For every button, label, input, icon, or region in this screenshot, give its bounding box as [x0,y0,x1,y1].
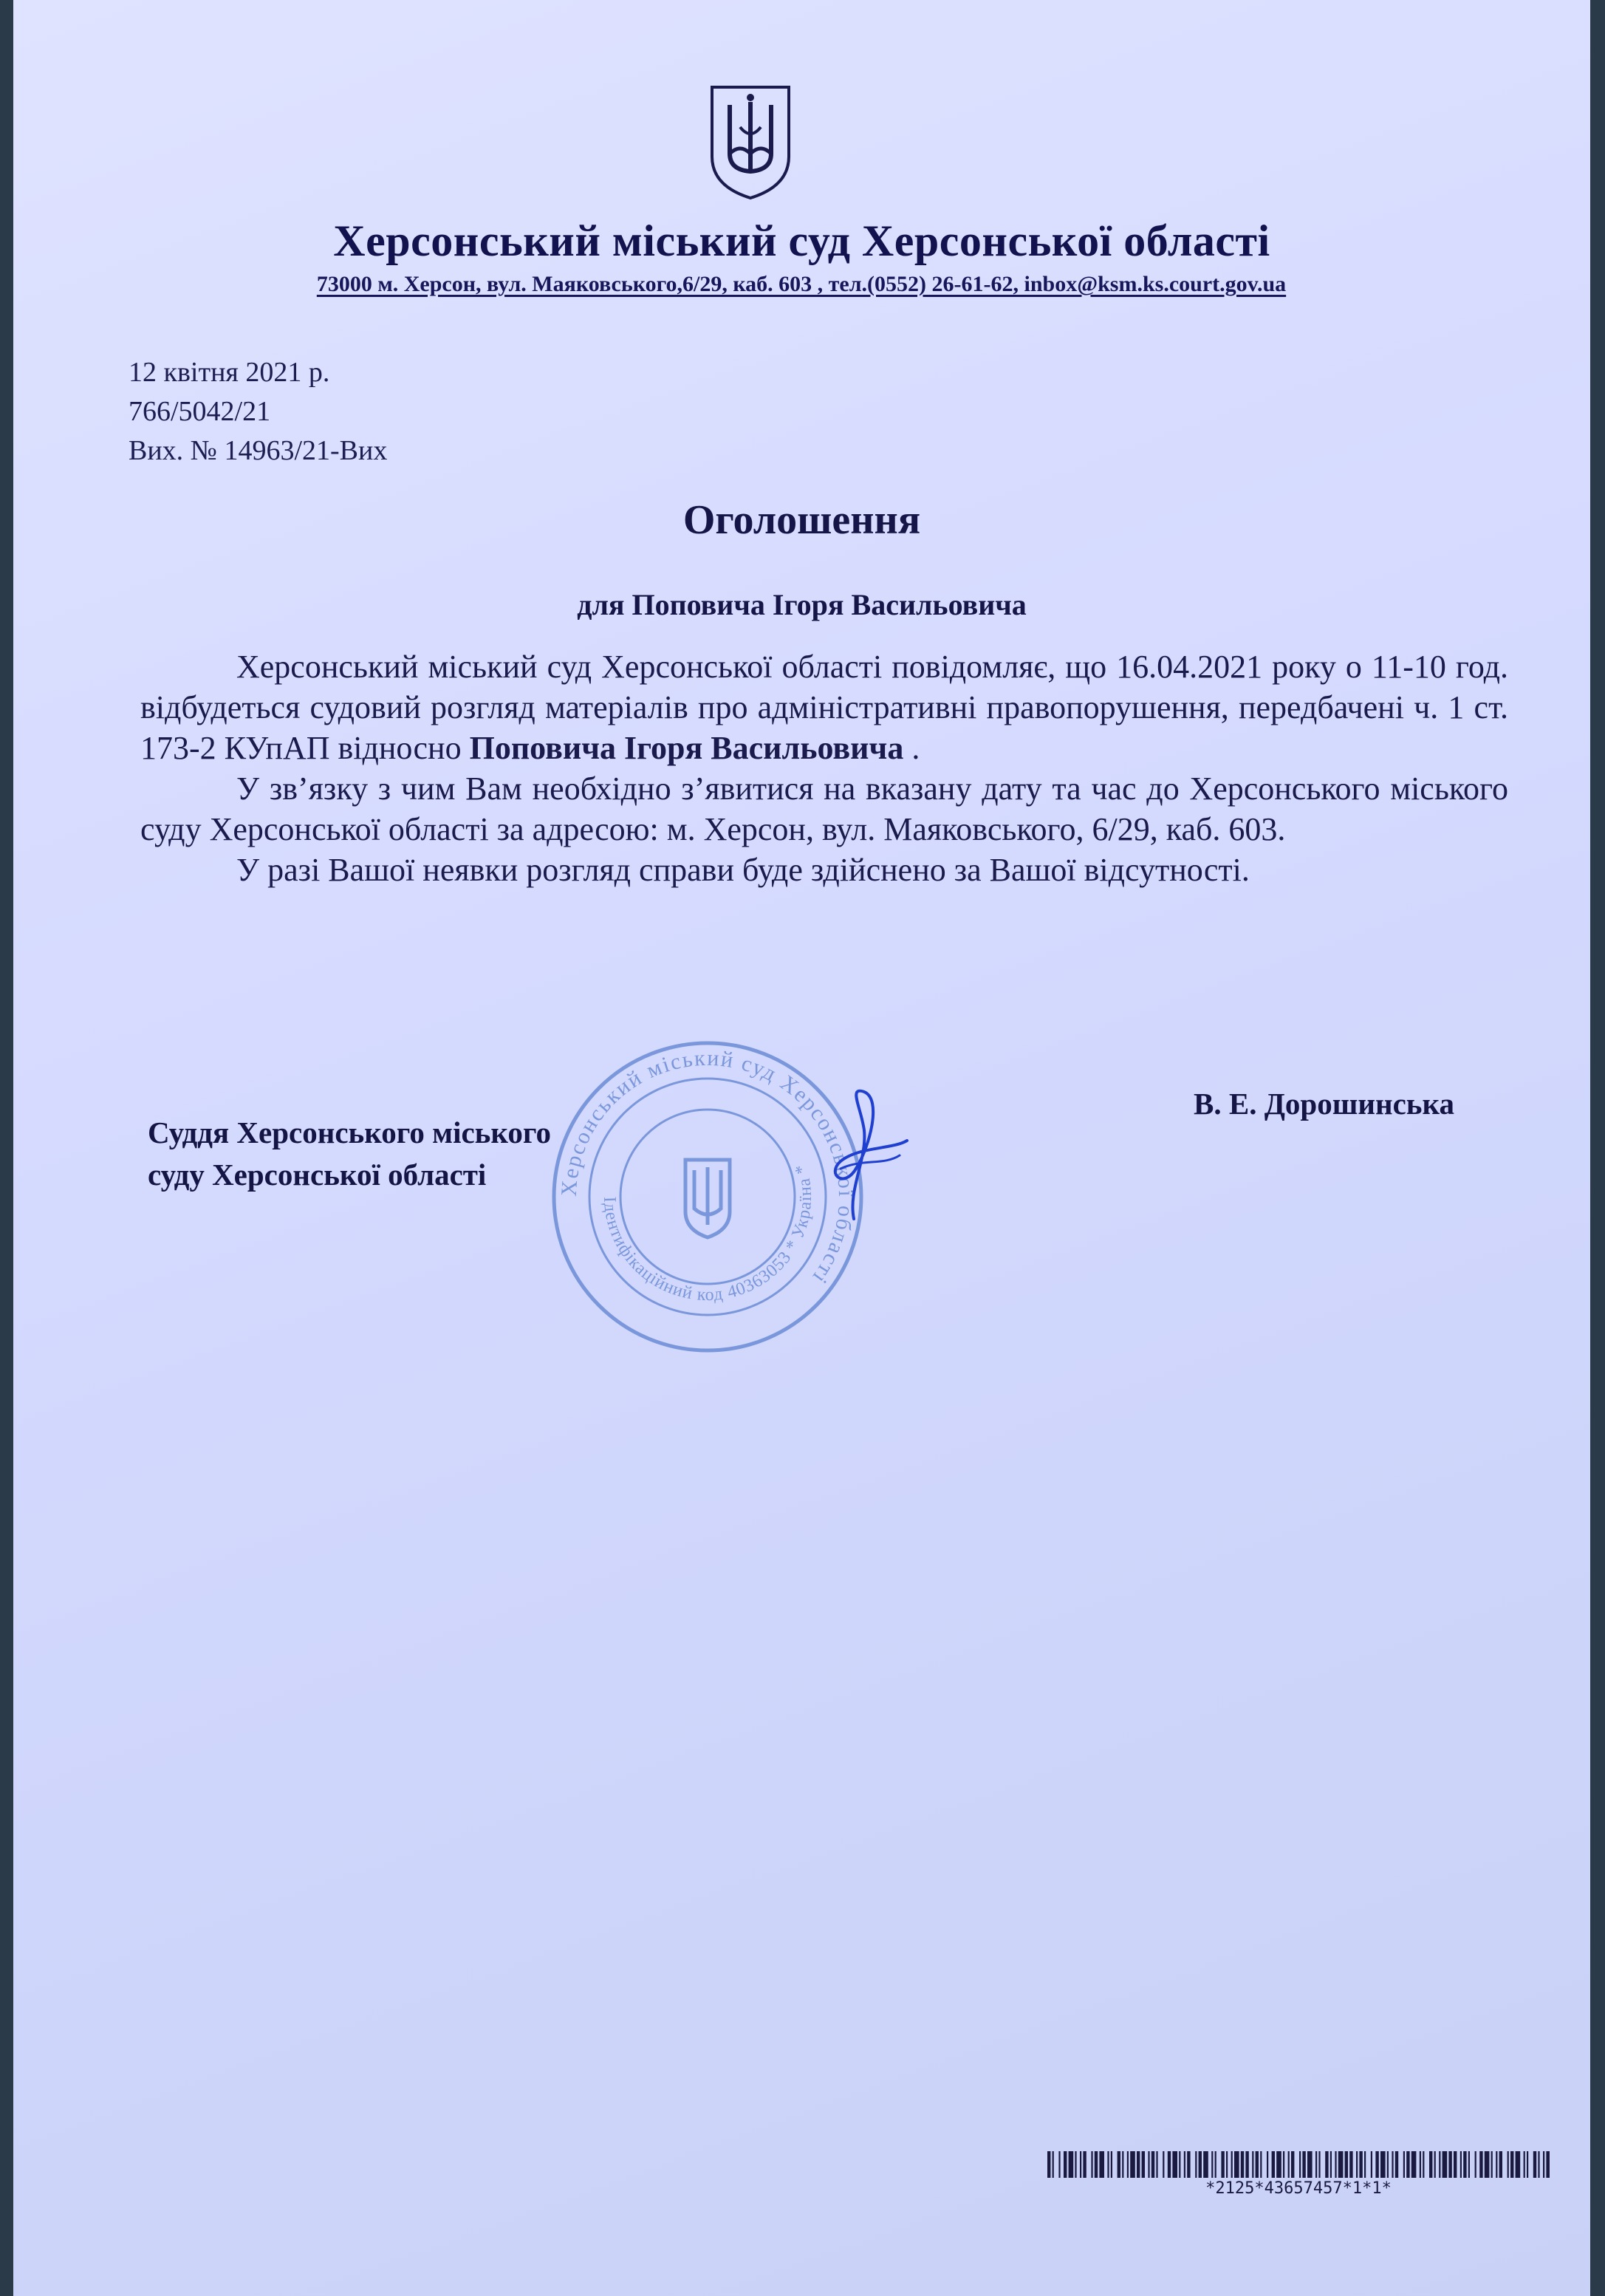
barcode-bar [1203,2151,1208,2178]
barcode-bar [1288,2151,1290,2178]
paragraph-hearing-text: Херсонський міський суд Херсонської області повідомляє, що 16.04.2021 року о 11-10 год. відбудеться судовий розгляд матеріалів про адміністративні правопорушення, передбачені ч. 1 ст. 173-2 КУпАП відносно [140,649,1508,766]
barcode-bar [1148,2151,1149,2178]
barcode-bar [1510,2151,1513,2178]
barcode-bar [1151,2151,1154,2178]
barcode-bar [1479,2151,1482,2178]
barcode-bar [1199,2151,1202,2178]
paragraph-hearing [140,646,1508,768]
barcode-bar [1468,2151,1470,2178]
barcode-bar [1411,2151,1417,2178]
paragraph-hearing-end: . [903,730,920,766]
barcode-bar [1454,2151,1457,2178]
barcode-bar [1272,2151,1275,2178]
barcode-bar [1508,2151,1509,2178]
barcode-bar [1122,2151,1123,2178]
barcode-bar [1371,2151,1372,2178]
document-sheet [13,0,1590,2296]
barcode-bar [1083,2151,1086,2178]
barcode-bar [1172,2151,1177,2178]
barcode-bar [1359,2151,1362,2178]
barcode-bar [1299,2151,1301,2178]
barcode-bar [1187,2151,1190,2178]
barcode-bar [1406,2151,1409,2178]
barcode-bar [1256,2151,1259,2178]
document-title: Оголошення [682,497,921,543]
barcode-bar [1091,2151,1092,2178]
barcode-bar [1338,2151,1344,2178]
barcode-bar [1156,2151,1157,2178]
coat-of-arms-icon [708,83,793,201]
barcode-bar [1420,2151,1421,2178]
barcode-bar [1443,2151,1448,2178]
barcode-bar [1080,2151,1081,2178]
barcode-bar [1111,2151,1112,2178]
barcode-bar [1496,2151,1497,2178]
barcode-bar [1053,2151,1054,2178]
stamp-trident-icon [685,1160,730,1237]
stamp-outer-text: Херсонський міський суд Херсонської області [556,1045,859,1289]
stamp-inner-text: Ідентифікаційний код 40363053 * Україна * [599,1161,816,1305]
barcode-bar [1226,2151,1228,2178]
barcode-bar [1130,2151,1135,2178]
barcode-bar [1403,2151,1405,2178]
barcode-bar [1533,2151,1536,2178]
barcode-bar [1516,2151,1521,2178]
barcode-bar [1099,2151,1104,2178]
barcode-bar [1163,2151,1164,2178]
barcode-bar [1291,2151,1294,2178]
barcode-bar [1069,2151,1074,2178]
barcode-bar [1211,2151,1213,2178]
judge-name: В. Е. Дорошинська [1194,1087,1454,1121]
barcode-bar [1538,2151,1539,2178]
barcode-bar [1434,2151,1436,2178]
barcode-bar [1307,2151,1313,2178]
judge-title-line-2: суду Херсонської області [148,1158,487,1192]
barcode-bar [1234,2151,1239,2178]
barcode-bar [1349,2151,1352,2178]
signature-mark [796,1079,922,1226]
barcode-bar [1107,2151,1109,2178]
barcode-bar [1325,2151,1328,2178]
barcode-bar [1524,2151,1525,2178]
barcode-bar [1356,2151,1358,2178]
barcode-bar [1058,2151,1060,2178]
barcode-bar [1395,2151,1398,2178]
barcode-bar [1047,2151,1050,2178]
addressee: для Поповича Ігоря Васильовича [577,588,1027,621]
barcode-bar [1380,2151,1386,2178]
barcode-bar [1387,2151,1389,2178]
barcode-bar [1276,2151,1281,2178]
barcode-bar [1527,2151,1528,2178]
barcode-bar [1335,2151,1336,2178]
barcode-bar [1260,2151,1262,2178]
barcode-bar [1168,2151,1171,2178]
paragraph-absence: У разі Вашої неявки розгляд справи буде здійснено за Вашої відсутності. [236,852,1250,888]
barcode-bar [1463,2151,1466,2178]
barcode-bar [1231,2151,1233,2178]
document-meta [129,353,387,471]
barcode-bar [1127,2151,1129,2178]
barcode-bar [1137,2151,1140,2178]
barcode-bar [1546,2151,1550,2178]
barcode-bar [1179,2151,1180,2178]
barcode-bar [1392,2151,1393,2178]
court-address: 73000 м. Херсон, вул. Маяковського,6/29, каб. 603 , тел.(0552) 26-61-62, inbox@ksm.ks.court.gov.ua [316,272,1287,296]
barcode-bar [1345,2151,1348,2178]
barcode-bar [1439,2151,1440,2178]
judge-title-line-1: Суддя Херсонського міського [148,1115,552,1149]
outgoing-number: Вих. № 14963/21-Вих [129,435,388,466]
barcode-bar [1184,2151,1185,2178]
court-name: Херсонський міський суд Херсонської області [333,216,1270,265]
barcode-bar [1485,2151,1490,2178]
document-date: 12 квітня 2021 р. [129,357,330,388]
person-name: Поповича Ігоря Васильовича [469,730,904,766]
barcode-bar [1375,2151,1378,2178]
barcode-bar [1283,2151,1284,2178]
barcode-bar [1475,2151,1476,2178]
barcode-bar [1315,2151,1317,2178]
barcode-bar [1245,2151,1248,2178]
judge-title [148,1112,551,1196]
announcement-body [140,646,1508,890]
barcode-bar [1499,2151,1502,2178]
barcode-bar [1423,2151,1424,2178]
barcode-number: *2125*43657457*1*1* [1205,2179,1392,2198]
barcode [1047,2151,1550,2178]
barcode-bar [1095,2151,1098,2178]
barcode-bar [1142,2151,1145,2178]
paragraph-appearance: У зв’язку з чим Вам необхідно з’явитися на вказану дату та час до Херсонського міського суду Херсонської області за адресою: м. Херсон, вул. Маяковського, 6/29, каб. 603. [140,771,1508,847]
barcode-bar [1241,2151,1244,2178]
barcode-bar [1302,2151,1305,2178]
barcode-bar [1318,2151,1320,2178]
barcode-bar [1364,2151,1366,2178]
barcode-bar [1267,2151,1268,2178]
barcode-bar [1221,2151,1224,2178]
barcode-bar [1330,2151,1332,2178]
case-number: 766/5042/21 [129,396,271,427]
barcode-bar [1429,2151,1432,2178]
barcode-bar [1075,2151,1076,2178]
barcode-bar [1460,2151,1462,2178]
barcode-bar [1118,2151,1120,2178]
barcode-bar [1195,2151,1197,2178]
barcode-bar [1215,2151,1216,2178]
barcode-bar [1543,2151,1544,2178]
barcode-bar [1064,2151,1067,2178]
barcode-bar [1448,2151,1451,2178]
barcode-bar [1491,2151,1493,2178]
barcode-bar [1252,2151,1253,2178]
